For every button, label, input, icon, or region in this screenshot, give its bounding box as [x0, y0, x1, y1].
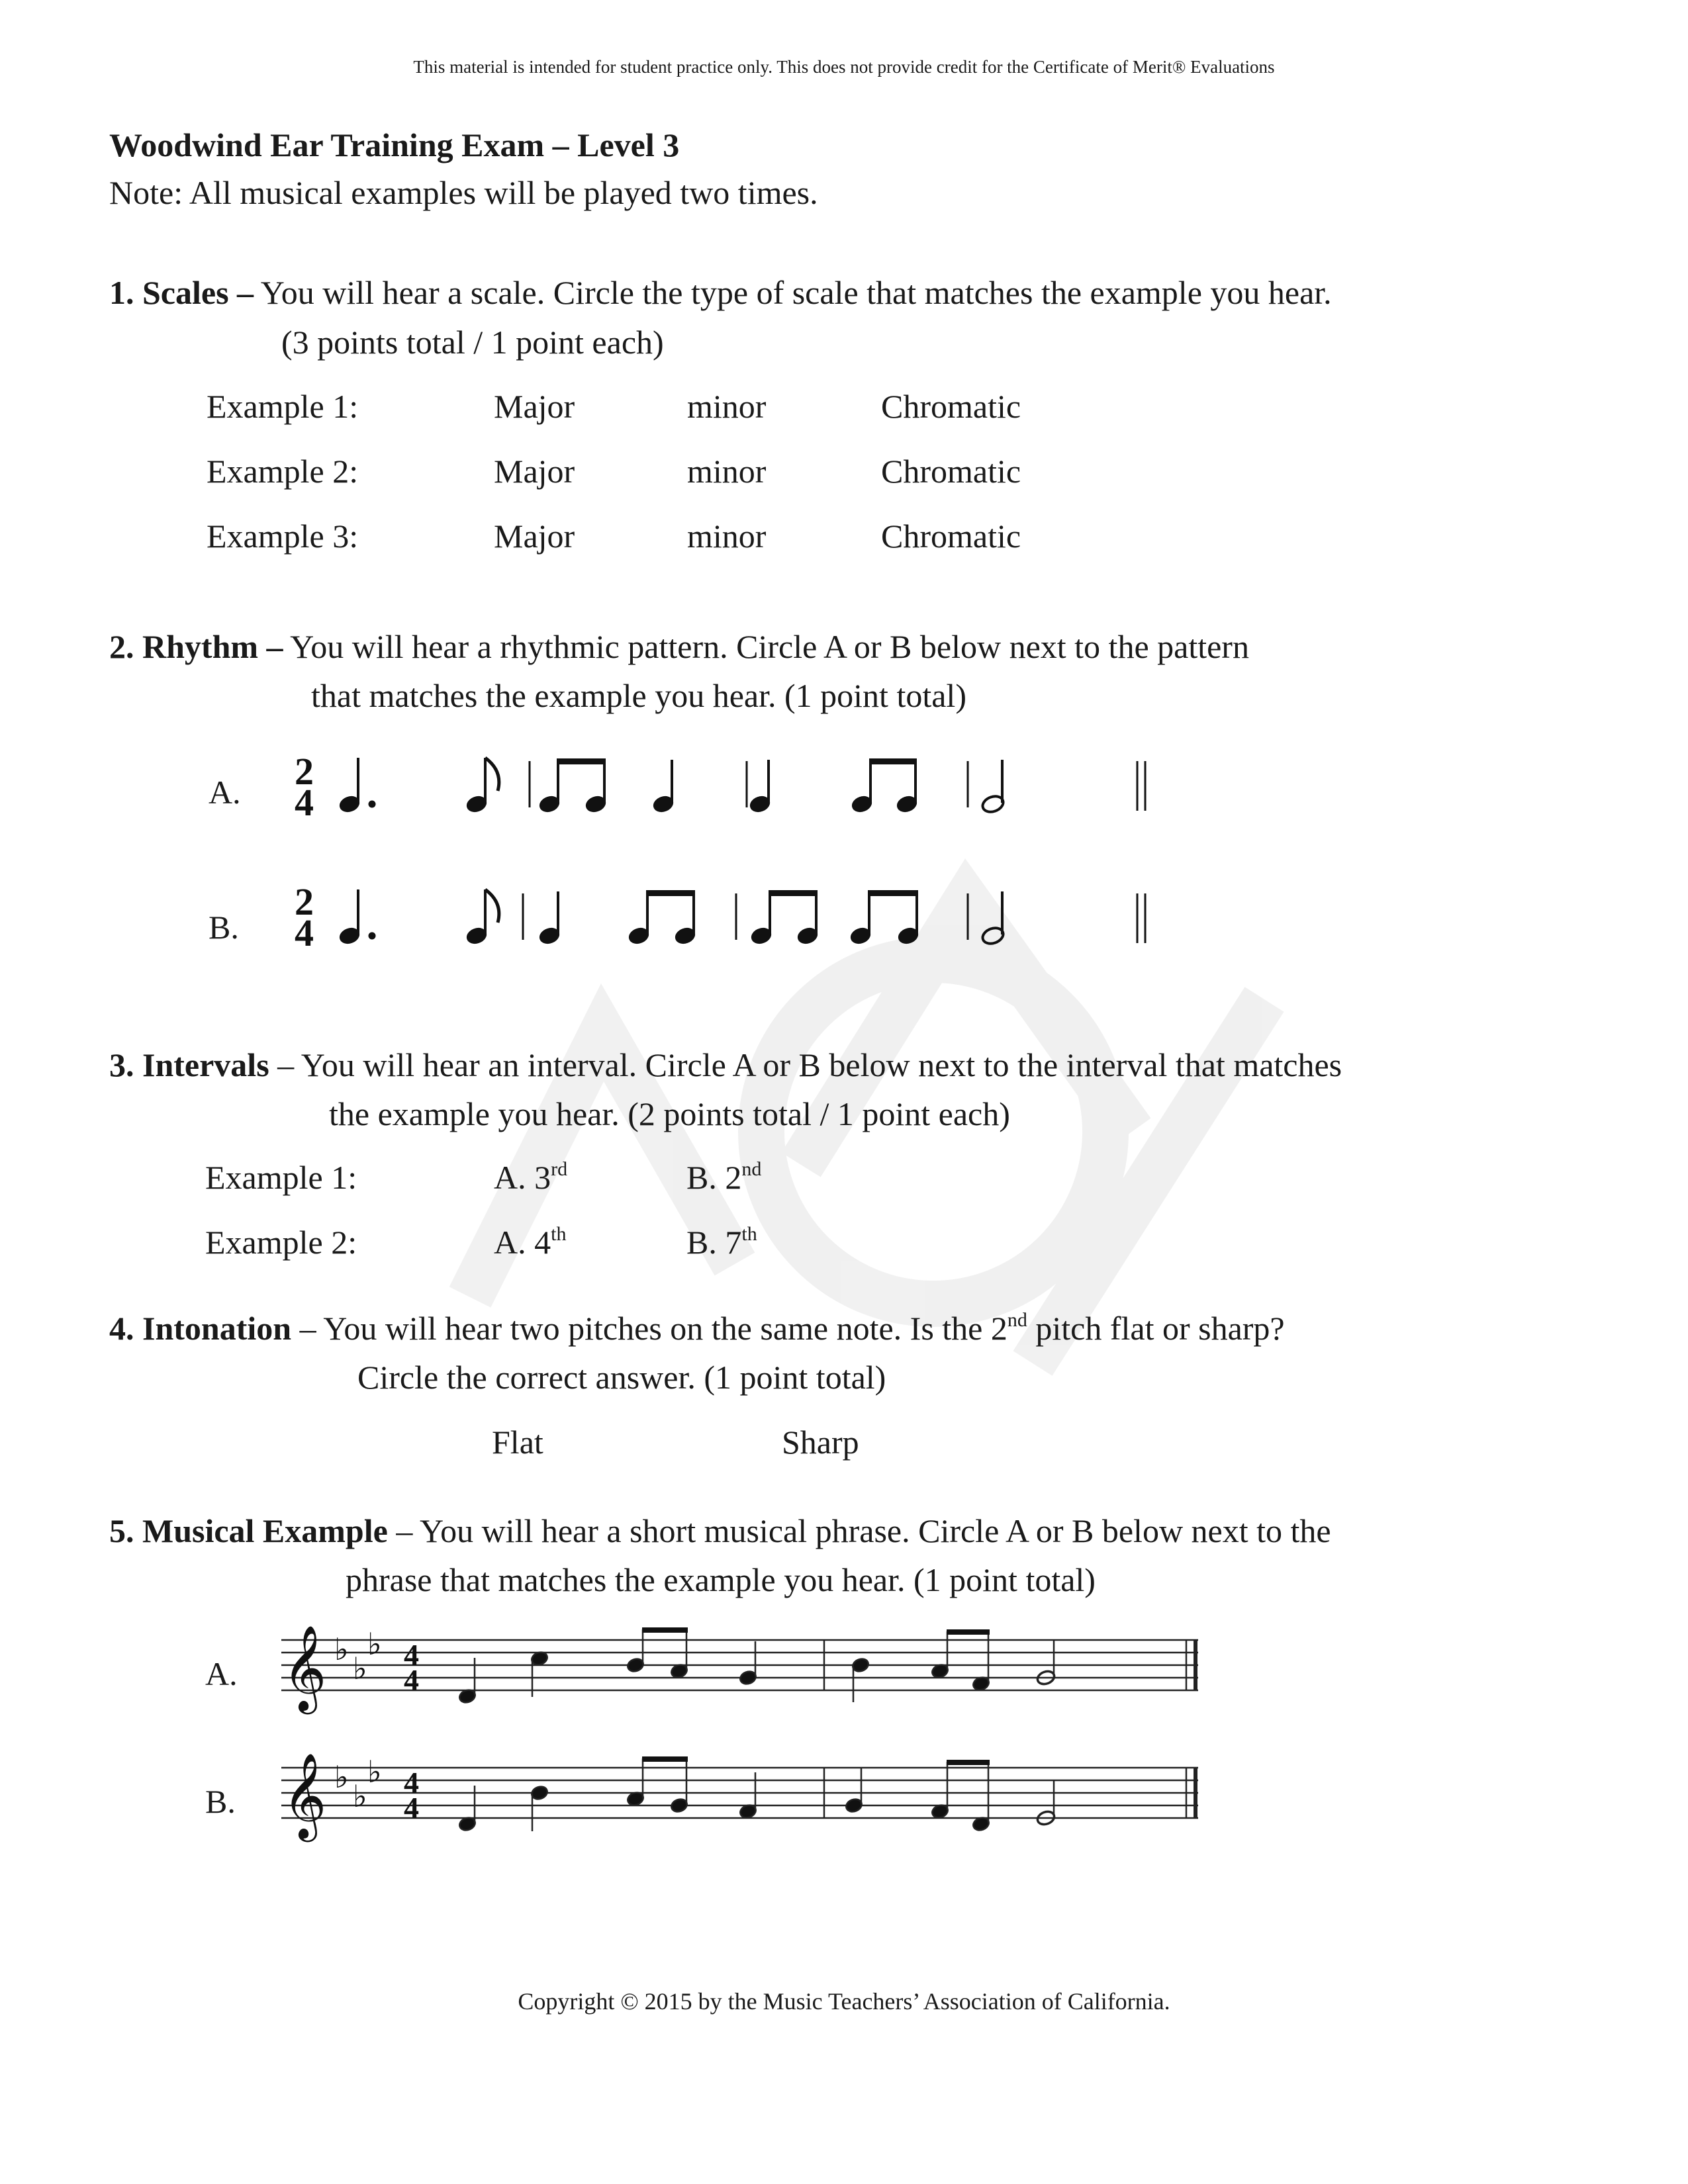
- q1-row2-label: Example 2:: [207, 453, 359, 490]
- q5-option-a[interactable]: A.: [205, 1655, 238, 1692]
- q1-row2-minor[interactable]: minor: [687, 453, 767, 490]
- q1-row3-chromatic[interactable]: Chromatic: [881, 518, 1021, 555]
- q1-row1-label: Example 1:: [207, 388, 359, 425]
- copyright: Copyright © 2015 by the Music Teachers’ Association of California.: [518, 1988, 1170, 2015]
- flat-icon: ♭: [367, 1626, 382, 1662]
- flat-icon: ♭: [353, 1651, 367, 1686]
- disclaimer: This material is intended for student practice only. This does not provide credit for the Certificate of Merit® Evaluations: [413, 57, 1275, 77]
- exam-title: Woodwind Ear Training Exam – Level 3: [109, 126, 680, 163]
- q2-line2: that matches the example you hear. (1 point total): [311, 677, 966, 714]
- q4-flat-option[interactable]: Flat: [492, 1424, 543, 1461]
- flat-icon: ♭: [334, 1631, 349, 1667]
- q3-heading: Intervals: [142, 1046, 269, 1083]
- q4-line2: Circle the correct answer. (1 point total): [357, 1359, 886, 1396]
- q1-row3-minor[interactable]: minor: [687, 518, 767, 555]
- q1-row1-chromatic[interactable]: Chromatic: [881, 388, 1021, 425]
- q3-row2-label: Example 2:: [205, 1224, 357, 1261]
- q3-instructions: – You will hear an interval. Circle A or B below next to the interval that matches: [269, 1046, 1342, 1083]
- q2-option-a[interactable]: A.: [209, 774, 241, 811]
- rhythm-a-time-bottom: 4: [295, 781, 314, 824]
- treble-clef-icon: 𝄞: [283, 1752, 327, 1839]
- q1-line2: (3 points total / 1 point each): [281, 324, 664, 361]
- q3-row1-option-b[interactable]: B. 2nd: [686, 1158, 762, 1196]
- q1-heading: Scales –: [142, 274, 254, 311]
- q4-sup: nd: [1007, 1309, 1027, 1331]
- q4-heading: Intonation: [142, 1310, 292, 1347]
- q5-heading: Musical Example: [142, 1512, 388, 1549]
- q1-row1-minor[interactable]: minor: [687, 388, 767, 425]
- q3-row2-option-b[interactable]: B. 7th: [686, 1223, 757, 1261]
- exam-note: Note: All musical examples will be played two times.: [109, 174, 818, 211]
- flat-icon: ♭: [334, 1759, 349, 1795]
- q5-line2: phrase that matches the example you hear. (1 point total): [346, 1561, 1096, 1598]
- staff-a-time-top: 4: [404, 1638, 419, 1672]
- q1-row1-major[interactable]: Major: [494, 388, 575, 425]
- q4-instructions-a: – You will hear two pitches on the same note. Is the 2: [291, 1310, 1008, 1347]
- q1-number: 1.: [109, 274, 134, 311]
- flat-icon: ♭: [353, 1778, 367, 1814]
- staff-b-time-bottom: 4: [404, 1791, 419, 1825]
- q1-instructions: You will hear a scale. Circle the type of scale that matches the example you hear.: [254, 274, 1332, 311]
- staff-b-time-top: 4: [404, 1766, 419, 1799]
- q5-option-b[interactable]: B.: [205, 1783, 236, 1820]
- q3-row2-option-a[interactable]: A. 4th: [494, 1223, 567, 1261]
- q2-heading: Rhythm –: [142, 628, 283, 665]
- q3-row1-option-a[interactable]: A. 3rd: [494, 1158, 568, 1196]
- q4-instructions-b: pitch flat or sharp?: [1027, 1310, 1285, 1347]
- rhythm-b-time-top: 2: [295, 880, 314, 923]
- rhythm-b-time-bottom: 4: [295, 911, 314, 954]
- q5-number: 5.: [109, 1512, 134, 1549]
- q1-row3-major[interactable]: Major: [494, 518, 575, 555]
- q5-instructions: – You will hear a short musical phrase. Circle A or B below next to the: [387, 1512, 1331, 1549]
- q1-row2-major[interactable]: Major: [494, 453, 575, 490]
- q4-number: 4.: [109, 1310, 134, 1347]
- staff-a-time-bottom: 4: [404, 1663, 419, 1697]
- q3-row1-label: Example 1:: [205, 1159, 357, 1196]
- treble-clef-icon: 𝄞: [283, 1625, 327, 1711]
- q3-line2: the example you hear. (2 points total / 1 point each): [329, 1095, 1010, 1132]
- q4-sharp-option[interactable]: Sharp: [782, 1424, 859, 1461]
- q3-number: 3.: [109, 1046, 134, 1083]
- flat-icon: ♭: [367, 1754, 382, 1790]
- rhythm-a-time-top: 2: [295, 750, 314, 793]
- q1-row3-label: Example 3:: [207, 518, 359, 555]
- q2-option-b[interactable]: B.: [209, 909, 239, 946]
- q2-number: 2.: [109, 628, 134, 665]
- q1-row2-chromatic[interactable]: Chromatic: [881, 453, 1021, 490]
- q2-instructions: You will hear a rhythmic pattern. Circle A or B below next to the pattern: [283, 628, 1249, 665]
